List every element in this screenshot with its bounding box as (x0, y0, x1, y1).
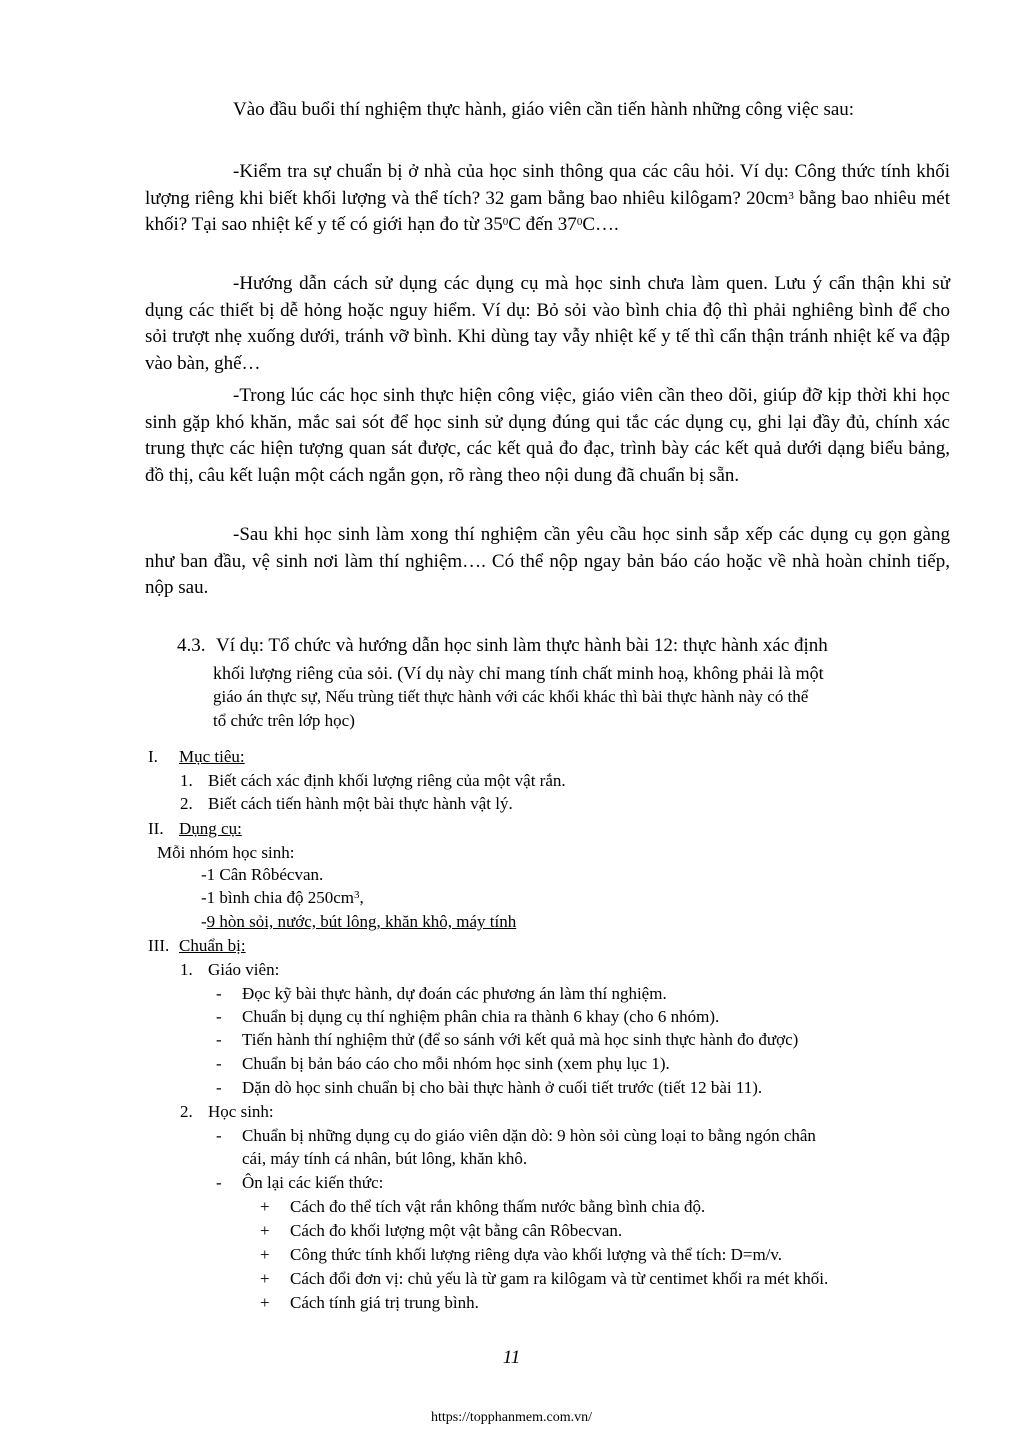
equipment-group-label: Mỗi nhóm học sinh: (157, 843, 295, 862)
bullet-dash: - (216, 1126, 222, 1145)
teacher-item-4: Chuẩn bị bản báo cáo cho mỗi nhóm học sinh (xem phụ lục 1). (242, 1054, 670, 1073)
outline-num-I: I. (148, 747, 158, 766)
page-number: 11 (502, 1347, 521, 1368)
objective-num-2: 2. (180, 794, 193, 813)
student-item-2: Ôn lại các kiến thức: (242, 1173, 384, 1192)
paragraph-monitor-students: -Trong lúc các học sinh thực hiện công việc, giáo viên cần theo dõi, giúp đỡ kịp thời khi học sinh gặp khó khăn, mắc sai sót để học sinh sử dụng đúng qui tắc các dụng cụ, ghi lại đầy đủ, chính xác trung thực các hiện tượng quan sát được, các kết quả đo đạc, trình bày các kết quả dưới dạng biểu bảng, đồ thị, câu kết luận một cách ngắn gọn, rõ ràng theo nội dung đã chuẩn bị sẵn. (145, 385, 950, 486)
equipment-item-pebbles: -9 hòn sỏi, nước, bút lông, khăn khô, máy tính (201, 912, 517, 931)
paragraph-cleanup: -Sau khi học sinh làm xong thí nghiệm cần yêu cầu học sinh sắp xếp các dụng cụ gọn gàng như ban đầu, vệ sinh nơi làm thí nghiệm…. Có thể nộp ngay bản báo cáo hoặc về nhà hoàn chỉnh tiếp, nộp sau. (145, 524, 950, 598)
section-title-line-3: giáo án thực sự, Nếu trùng tiết thực hành với các khối khác thì bài thực hành này có thể (213, 687, 809, 706)
review-item-2: Cách đo khối lượng một vật bằng cân Rôbecvan. (290, 1221, 623, 1240)
teacher-item-1: Đọc kỹ bài thực hành, dự đoán các phương án làm thí nghiệm. (242, 984, 667, 1003)
bullet-dash: - (216, 1007, 222, 1026)
student-heading: Học sinh: (208, 1102, 274, 1121)
heading-equipment: Dụng cụ: (179, 819, 242, 838)
section-number: 4.3. (177, 635, 206, 656)
paragraph-instruct-tools: -Hướng dẫn cách sử dụng các dụng cụ mà học sinh chưa làm quen. Lưu ý cẩn thận khi sử dụng các thiết bị dễ hỏng hoặc nguy hiểm. Ví dụ: Bỏ sỏi vào bình chia độ thì phải nghiêng bình để cho sỏi trượt nhẹ xuống dưới, tránh vỡ bình. Khi dùng tay vẫy nhiệt kế y tế thì cẩn thận tránh nhiệt kế va đập vào bàn, ghế… (145, 273, 950, 374)
review-item-5: Cách tính giá trị trung bình. (290, 1293, 479, 1312)
bullet-dash: - (216, 1173, 222, 1192)
objective-item-1: Biết cách xác định khối lượng riêng của một vật rắn. (208, 771, 566, 790)
review-item-4: Cách đổi đơn vị: chủ yếu là từ gam ra kilôgam và từ centimet khối ra mét khối. (290, 1269, 829, 1288)
review-item-1: Cách đo thể tích vật rắn không thấm nước bằng bình chia độ. (290, 1197, 706, 1216)
heading-objectives: Mục tiêu: (179, 747, 245, 766)
equipment-item-cylinder: -1 bình chia độ $250cm^3$, (201, 888, 364, 907)
review-item-3: Công thức tính khối lượng riêng dựa vào khối lượng và thể tích: D=m/v. (290, 1245, 783, 1264)
equipment-item-scale: -1 Cân Rôbécvan. (201, 865, 324, 884)
bullet-dash: - (216, 1054, 222, 1073)
section-title-line-2: khối lượng riêng của sỏi. (Ví dụ này chỉ mang tính chất minh hoạ, không phải là một (213, 663, 824, 683)
student-num: 2. (180, 1102, 193, 1121)
bullet-plus: + (260, 1221, 270, 1240)
teacher-num: 1. (180, 960, 193, 979)
objective-num-1: 1. (180, 771, 193, 790)
heading-preparation: Chuẩn bị: (179, 936, 246, 955)
teacher-item-2: Chuẩn bị dụng cụ thí nghiệm phân chia ra thành 6 khay (cho 6 nhóm). (242, 1007, 720, 1026)
bullet-dash: - (216, 984, 222, 1003)
bullet-dash: - (216, 1078, 222, 1097)
teacher-item-5: Dặn dò học sinh chuẩn bị cho bài thực hành ở cuối tiết trước (tiết 12 bài 11). (242, 1078, 763, 1097)
section-title-line-4: tổ chức trên lớp học) (213, 711, 355, 730)
student-item-1-line-1: Chuẩn bị những dụng cụ do giáo viên dặn dò: 9 hòn sỏi cùng loại to bằng ngón chân (242, 1126, 816, 1145)
section-title-line-1: Ví dụ: Tổ chức và hướng dẫn học sinh làm thực hành bài 12: thực hành xác định (216, 635, 828, 656)
paragraph-check-preparation: -Kiểm tra sự chuẩn bị ở nhà của học sinh thông qua các câu hỏi. Ví dụ: Công thức tính khối lượng riêng khi biết khối lượng và thể tích? 32 gam bằng bao nhiêu kilôgam? $20cm^3$ bằng bao nhiêu mét khối? Tại sao nhiệt kế y tế có giới hạn đo từ $35^0C$ đến $37^0C\dots$. (145, 161, 950, 235)
bullet-plus: + (260, 1245, 270, 1264)
bullet-plus: + (260, 1197, 270, 1216)
teacher-heading: Giáo viên: (208, 960, 280, 979)
outline-num-II: II. (148, 819, 164, 838)
footer-url[interactable]: https://topphanmem.com.vn/ (431, 1410, 592, 1425)
bullet-plus: + (260, 1269, 270, 1288)
paragraph-intro: Vào đầu buổi thí nghiệm thực hành, giáo viên cần tiến hành những công việc sau: (233, 99, 855, 120)
teacher-item-3: Tiến hành thí nghiệm thử (để so sánh với kết quả mà học sinh thực hành đo được) (242, 1030, 799, 1049)
objective-item-2: Biết cách tiến hành một bài thực hành vật lý. (208, 794, 513, 813)
bullet-plus: + (260, 1293, 270, 1312)
bullet-dash: - (216, 1030, 222, 1049)
outline-num-III: III. (148, 936, 170, 955)
student-item-1-line-2: cái, máy tính cá nhân, bút lông, khăn khô. (242, 1149, 528, 1168)
